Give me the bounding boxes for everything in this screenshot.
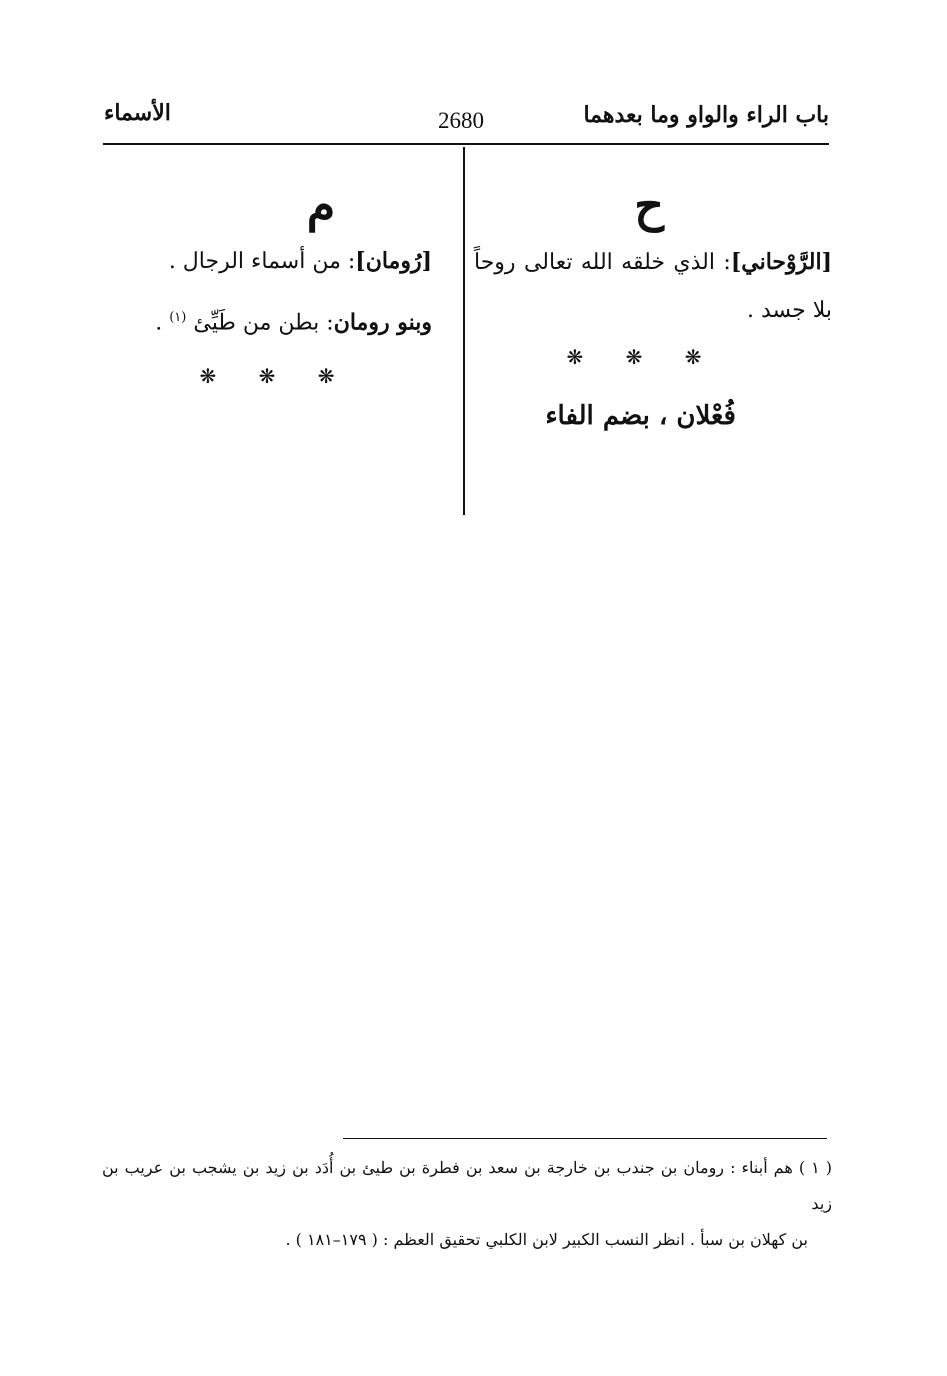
entry-end: .: [155, 310, 163, 336]
footnote-rule: [343, 1138, 827, 1139]
entry-definition: : الذي خلقه الله تعالى روحاً بلا جسد .: [474, 250, 832, 323]
entry-rawhani: [474, 238, 832, 335]
footnote: [102, 1150, 832, 1258]
letter-heading-ha: ح: [634, 178, 664, 232]
footnote-marker[interactable]: (١): [169, 310, 187, 325]
footnote-line: ( ١ ) هم أبناء : رومان بن جندب بن خارجة بن سعد بن فطرة بن طيئ بن أُدَد بن زيد بن يشجب بن عريب بن زيد: [102, 1158, 832, 1213]
separator-stars: ❋ ❋ ❋: [566, 345, 720, 369]
right-column: [474, 180, 832, 431]
left-column: [150, 180, 432, 388]
section-title: الأسماء: [104, 100, 171, 126]
letter-heading-mim: م: [306, 178, 336, 232]
chapter-title: باب الراء والواو وما بعدهما: [583, 102, 829, 128]
separator-stars: ❋ ❋ ❋: [199, 364, 353, 389]
entry-ruman: [150, 236, 432, 287]
section-heading: فُعْلان ، بضم الفاء: [545, 401, 736, 431]
page-number: 2680: [438, 108, 484, 133]
column-divider: [463, 147, 465, 515]
entry-term: [الرَّوْحاني]: [730, 249, 832, 275]
header-rule: [103, 143, 829, 145]
entry-banu-ruman: [150, 293, 432, 348]
entry-definition: : بطن من طَيِّئ: [193, 310, 334, 336]
entry-definition: : من أسماء الرجال .: [168, 249, 356, 274]
entry-term: وبنو رومان: [333, 309, 432, 336]
footnote-line: بن كهلان بن سبأ . انظر النسب الكبير لابن الكلبي تحقيق العظم : ( ١٧٩–١٨١ ) .: [285, 1230, 808, 1249]
entry-term: [رُومان]: [355, 248, 432, 274]
